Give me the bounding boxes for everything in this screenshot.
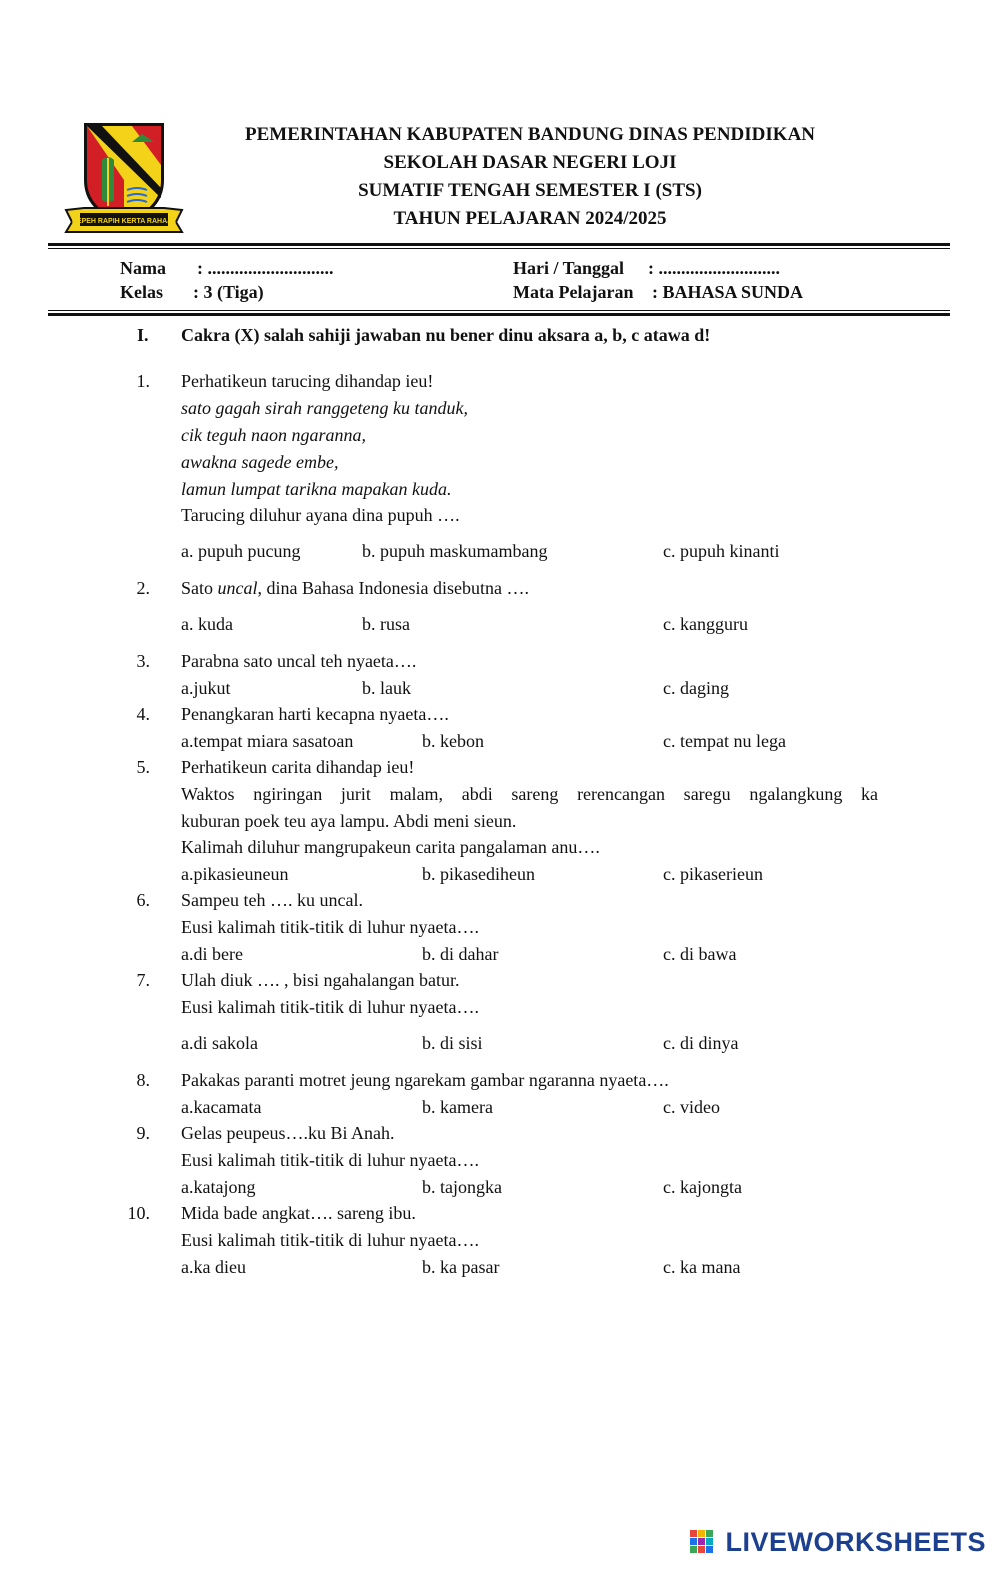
answer-option-b[interactable]: b. di dahar xyxy=(422,944,499,964)
mata-pelajaran-value: : BAHASA SUNDA xyxy=(652,282,804,302)
question-intro: Perhatikeun tarucing dihandap ieu! xyxy=(181,371,434,391)
riddle-line: sato gagah sirah ranggeteng ku tanduk, xyxy=(181,398,468,418)
answer-option-a[interactable]: a.tempat miara sasatoan xyxy=(181,731,354,751)
answer-option-a[interactable]: a. pupuh pucung xyxy=(181,541,301,561)
riddle-line: cik teguh naon ngaranna, xyxy=(181,425,366,445)
answer-option-c[interactable]: c. di bawa xyxy=(663,944,737,964)
question-text: Eusi kalimah titik-titik di luhur nyaeta…. xyxy=(181,1150,479,1170)
question-text: Eusi kalimah titik-titik di luhur nyaeta…. xyxy=(181,917,479,937)
header-line-year: TAHUN PELAJARAN 2024/2025 xyxy=(393,208,667,229)
question-sentence: Gelas peupeus….ku Bi Anah. xyxy=(181,1123,395,1143)
header-rule-thick xyxy=(48,243,950,246)
answer-option-b[interactable]: b. ka pasar xyxy=(422,1257,500,1277)
liveworksheets-logo-icon xyxy=(690,1530,714,1554)
nama-label: Nama xyxy=(120,258,166,278)
question-text: Pakakas paranti motret jeung ngarekam gambar ngaranna nyaeta…. xyxy=(181,1070,669,1090)
hari-tanggal-label: Hari / Tanggal xyxy=(513,258,625,278)
question-number: 10. xyxy=(127,1203,150,1223)
hari-tanggal-field[interactable]: : ........................... xyxy=(648,258,780,278)
header-line-school: SEKOLAH DASAR NEGERI LOJI xyxy=(383,152,677,173)
answer-option-b[interactable]: b. kamera xyxy=(422,1097,493,1117)
story-line: Waktos ngiringan jurit malam, abdi sareng rerencangan saregu ngalangkung ka xyxy=(181,784,878,804)
question-number: 5. xyxy=(136,757,150,777)
question-text: Eusi kalimah titik-titik di luhur nyaeta…. xyxy=(181,997,479,1017)
question-sentence: Mida bade angkat…. sareng ibu. xyxy=(181,1203,416,1223)
answer-option-a[interactable]: a. kuda xyxy=(181,614,233,634)
answer-option-b[interactable]: b. di sisi xyxy=(422,1033,483,1053)
question-number: 9. xyxy=(136,1123,150,1143)
answer-option-c[interactable]: c. video xyxy=(663,1097,720,1117)
riddle-line: awakna sagede embe, xyxy=(181,452,339,472)
answer-option-a[interactable]: a.pikasieuneun xyxy=(181,864,289,884)
question-sentence: Sampeu teh …. ku uncal. xyxy=(181,890,363,910)
info-rule-thick xyxy=(48,313,950,316)
header-line-government: PEMERINTAHAN KABUPATEN BANDUNG DINAS PENDIDIKAN xyxy=(244,124,816,145)
answer-option-a[interactable]: a.di sakola xyxy=(181,1033,258,1053)
kelas-value: : 3 (Tiga) xyxy=(193,282,264,302)
question-text: Kalimah diluhur mangrupakeun carita pangalaman anu…. xyxy=(181,837,600,857)
answer-option-b[interactable]: b. kebon xyxy=(422,731,484,751)
answer-option-c[interactable]: c. tempat nu lega xyxy=(663,731,786,751)
school-district-logo xyxy=(62,120,186,235)
mata-pelajaran-label: Mata Pelajaran xyxy=(513,282,634,302)
answer-option-c[interactable]: c. pikaserieun xyxy=(663,864,763,884)
section-number: I. xyxy=(137,325,149,345)
answer-option-b[interactable]: b. rusa xyxy=(362,614,410,634)
question-number: 7. xyxy=(136,970,150,990)
header-line-exam: SUMATIF TENGAH SEMESTER I (STS) xyxy=(358,180,702,201)
nama-field[interactable]: : ............................ xyxy=(197,258,334,278)
question-text: Sato uncal, dina Bahasa Indonesia disebutna …. xyxy=(181,578,529,598)
question-text: Eusi kalimah titik-titik di luhur nyaeta…. xyxy=(181,1230,479,1250)
answer-option-b[interactable]: b. pupuh maskumambang xyxy=(362,541,548,561)
kelas-label: Kelas xyxy=(120,282,163,302)
question-number: 2. xyxy=(136,578,150,598)
answer-option-b[interactable]: b. pikasediheun xyxy=(422,864,535,884)
answer-option-a[interactable]: a.kacamata xyxy=(181,1097,262,1117)
answer-option-a[interactable]: a.jukut xyxy=(181,678,231,698)
logo-motto: REPEH RAPIH KERTA RAHAJA xyxy=(71,218,177,225)
answer-option-a[interactable]: a.ka dieu xyxy=(181,1257,246,1277)
answer-option-c[interactable]: c. ka mana xyxy=(663,1257,741,1277)
answer-option-a[interactable]: a.katajong xyxy=(181,1177,256,1197)
question-text: Penangkaran harti kecapna nyaeta…. xyxy=(181,704,449,724)
question-number: 3. xyxy=(136,651,150,671)
answer-option-b[interactable]: b. lauk xyxy=(362,678,411,698)
question-intro: Perhatikeun carita dihandap ieu! xyxy=(181,757,415,777)
question-number: 8. xyxy=(136,1070,150,1090)
answer-option-c[interactable]: c. kangguru xyxy=(663,614,748,634)
question-number: 4. xyxy=(136,704,150,724)
section-instruction: Cakra (X) salah sahiji jawaban nu bener dinu aksara a, b, c atawa d! xyxy=(181,325,711,345)
header-rule-thin xyxy=(48,248,950,249)
liveworksheets-watermark[interactable]: LIVEWORKSHEETS xyxy=(725,1527,986,1557)
question-text: Tarucing diluhur ayana dina pupuh …. xyxy=(181,505,460,525)
answer-option-c[interactable]: c. di dinya xyxy=(663,1033,739,1053)
italic-term: uncal xyxy=(217,578,258,598)
question-number: 1. xyxy=(136,371,150,391)
answer-option-c[interactable]: c. daging xyxy=(663,678,729,698)
story-line: kuburan poek teu aya lampu. Abdi meni sieun. xyxy=(181,811,517,831)
info-rule-thin xyxy=(48,310,950,311)
answer-option-c[interactable]: c. pupuh kinanti xyxy=(663,541,780,561)
answer-option-a[interactable]: a.di bere xyxy=(181,944,243,964)
question-sentence: Ulah diuk …. , bisi ngahalangan batur. xyxy=(181,970,460,990)
question-number: 6. xyxy=(136,890,150,910)
riddle-line: lamun lumpat tarikna mapakan kuda. xyxy=(181,479,452,499)
answer-option-b[interactable]: b. tajongka xyxy=(422,1177,502,1197)
answer-option-c[interactable]: c. kajongta xyxy=(663,1177,742,1197)
question-text: Parabna sato uncal teh nyaeta…. xyxy=(181,651,417,671)
